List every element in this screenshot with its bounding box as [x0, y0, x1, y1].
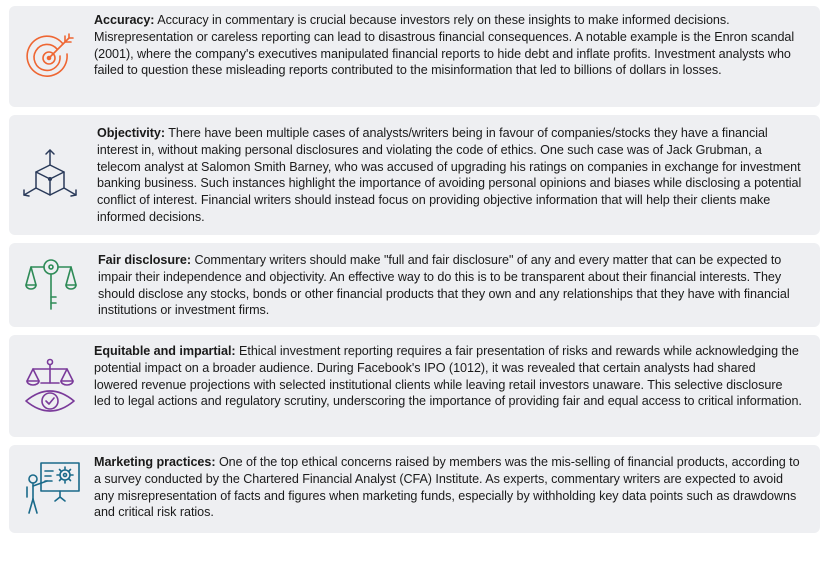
card-accuracy [9, 6, 820, 107]
section-body: Accuracy in commentary is crucial because investors rely on these insights to make informed decisions. Misrepresentation or careless reporting can lead to disastrous financial consequences. A notable example is the Enron scandal (2001), where the company's executives manipulated financial reports to hide debt and inflate profits. Investment analysts who failed to question these misleading reports contributed to the misinformation that led to billions of dollars in losses. [94, 13, 795, 78]
section-text [97, 125, 802, 226]
section-title: Marketing practices: [94, 455, 216, 469]
scales-eye-icon [21, 357, 81, 417]
target-icon [23, 28, 79, 84]
section-title: Accuracy: [94, 13, 155, 27]
section-body: Commentary writers should make "full and fair disclosure" of any and every matter that can be expected to impair their independence and objectivity. An effective way to do this is to be transparent about their financial interests. They should disclose any stocks, bonds or other financial products that they own and any relationships that they have with financial institutions or investment firms. [98, 253, 790, 318]
section-text [94, 12, 802, 79]
section-text [98, 252, 802, 319]
presentation-icon [21, 459, 83, 519]
card-fair-disclosure [9, 243, 820, 327]
section-body: Ethical investment reporting requires a fair presentation of risks and rewards while acknowledging the potential impact on a broader audience. During Facebook's IPO (1012), it was revealed that certain analysts had shared lowered revenue projections with selected institutional clients while leaving retail investors unaware. This selective disclosure led to legal actions and regulatory scrutiny, underscoring the importance of providing fair and equal access to critical information. [94, 344, 802, 409]
key-scales-icon [21, 255, 81, 315]
section-text [94, 454, 802, 521]
card-objectivity [9, 115, 820, 235]
cube-icon [19, 145, 81, 205]
section-title: Fair disclosure: [98, 253, 191, 267]
card-marketing-practices [9, 445, 820, 533]
section-title: Equitable and impartial: [94, 344, 236, 358]
card-equitable-impartial [9, 335, 820, 437]
section-body: One of the top ethical concerns raised by members was the mis-selling of financial products, according to a survey conducted by the Chartered Financial Analyst (CFA) Institute. As experts, commentary writers are expected to avoid any misrepresentation of facts and figures when marketing funds, especially by withholding key data points such as drawdowns and critical risk ratios. [94, 455, 800, 520]
section-body: There have been multiple cases of analysts/writers being in favour of companies/stocks they have a financial interest in, without making personal disclosures and violating the code of ethics. One such case was of Jack Grubman, a telecom analyst at Salomon Smith Barney, who was accused of upgrading his ratings on companies in exchange for investment banking business. Such instances highlight the importance of avoiding personal opinions and biases while disclosing a potential conflict of interest. Financial writers should instead focus on providing objective information that will help their clients make informed decisions. [97, 126, 802, 224]
section-text [94, 343, 802, 410]
section-title: Objectivity: [97, 126, 165, 140]
